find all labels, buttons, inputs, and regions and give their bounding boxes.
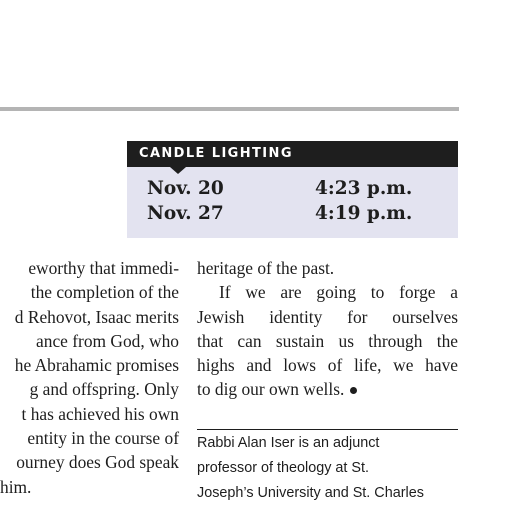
candle-lighting-heading: CANDLE LIGHTING	[139, 146, 293, 161]
text-line: ourney does God speak	[16, 452, 179, 473]
text-line: highs and lows of life, we have	[197, 355, 458, 376]
article-column-right	[197, 256, 458, 402]
candle-date: Nov. 27	[147, 203, 224, 224]
text-line: Jewish identity for ourselves	[197, 306, 458, 327]
text-line: t has achieved his own	[21, 403, 179, 424]
text-line: heritage of the past.	[197, 258, 335, 278]
text-line: he Abrahamic promises	[14, 355, 179, 376]
text-line: to dig our own wells.	[197, 379, 345, 400]
text-line: entity in the course of	[27, 428, 179, 449]
author-bio	[197, 431, 467, 506]
text-line: ance from God, who	[36, 330, 179, 351]
text-line-end	[197, 377, 458, 401]
text-line: that can sustain us through the	[197, 330, 458, 351]
text-line: d Rehovot, Isaac merits	[14, 306, 179, 327]
section-divider	[0, 107, 459, 111]
candle-row	[127, 178, 458, 202]
header-pointer-icon	[170, 167, 186, 174]
text-line: him.	[0, 476, 32, 497]
candle-lighting-header	[127, 141, 458, 167]
bio-line: Joseph’s University and St. Charles	[197, 485, 424, 501]
candle-row	[127, 203, 458, 227]
text-line: eworthy that immedi-	[28, 258, 179, 278]
candle-time: 4:19 p.m.	[315, 203, 413, 224]
candle-time: 4:23 p.m.	[315, 178, 413, 199]
text-line: the completion of the	[30, 282, 179, 303]
article-column-left	[0, 256, 179, 499]
bio-line: professor of theology at St.	[197, 460, 369, 476]
text-line: If we are going to forge a	[219, 282, 458, 303]
end-mark-icon	[350, 387, 357, 394]
text-line: g and offspring. Only	[29, 379, 179, 400]
bio-line: Rabbi Alan Iser is an adjunct	[197, 435, 380, 451]
candle-date: Nov. 20	[147, 178, 224, 199]
bio-divider	[197, 429, 458, 430]
